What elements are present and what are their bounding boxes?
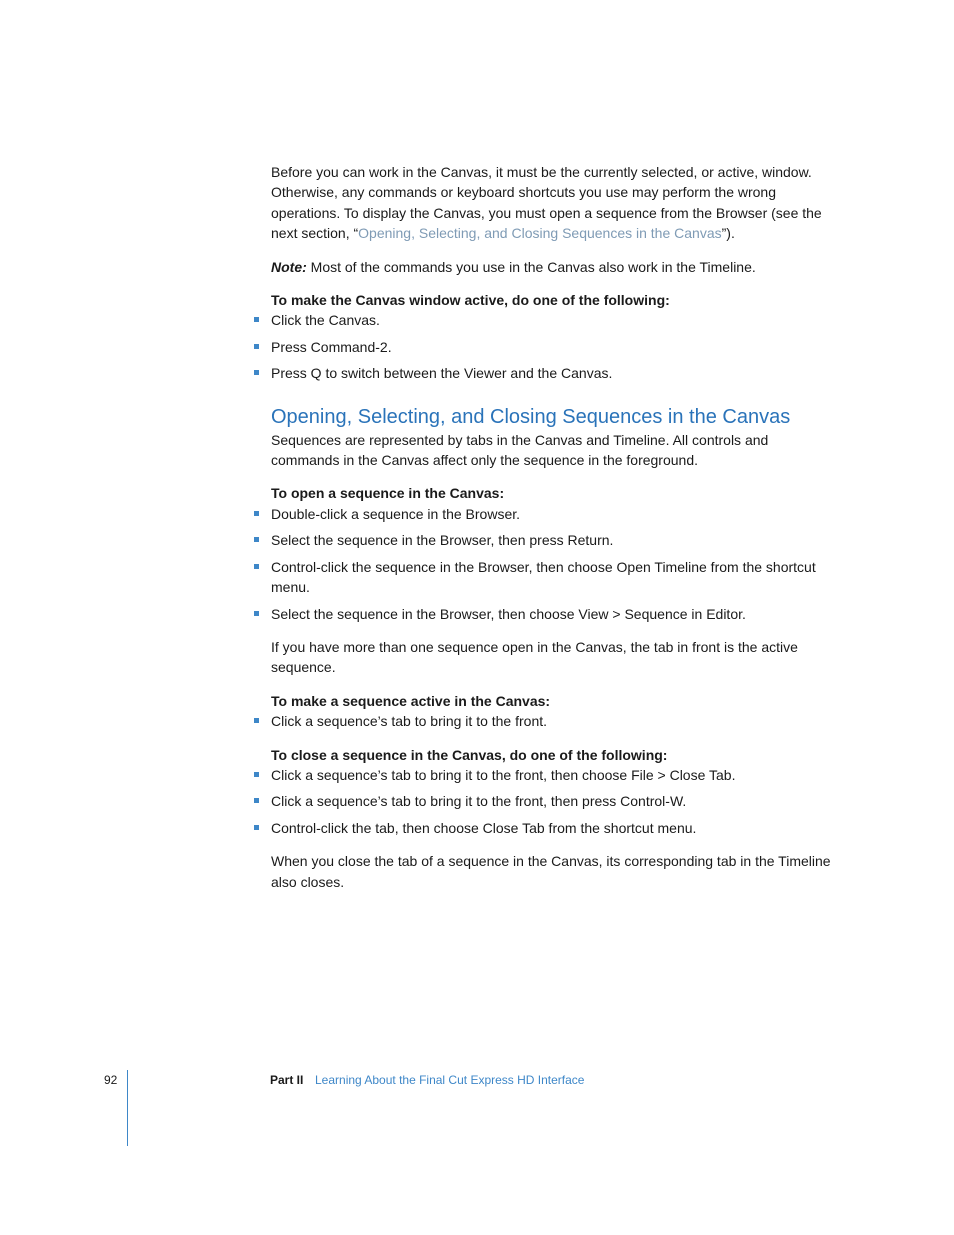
list-item — [271, 337, 831, 357]
bullet-square-icon — [254, 511, 259, 516]
list-item — [271, 604, 831, 624]
list-item-text: Press Q to switch between the Viewer and the Canvas. — [271, 365, 613, 382]
list-item-text: Control-click the sequence in the Browser, then choose Open Timeline from the shortcut menu. — [271, 558, 816, 596]
note-label: Note: — [271, 258, 307, 275]
list-item — [271, 765, 831, 785]
bullet-square-icon — [254, 798, 259, 803]
list-item-text: Select the sequence in the Browser, then press Return. — [271, 532, 614, 549]
bullet-square-icon — [254, 825, 259, 830]
bullet-square-icon — [254, 772, 259, 777]
bullet-square-icon — [254, 317, 259, 322]
note-paragraph — [271, 257, 831, 277]
list-item-text: Press Command-2. — [271, 338, 392, 355]
list-item — [271, 504, 831, 524]
intro-text: Before you can work in the Canvas, it must be the currently selected, or active, window. Otherwise, any commands or keyboard shortcuts you use may perform the wrong operations. To display the Canvas, you must open a sequence from the Browser (see the next section, “ — [271, 164, 822, 242]
task-heading-activate-canvas: To make the Canvas window active, do one of the following: — [271, 292, 670, 309]
intro-paragraph — [271, 162, 831, 244]
intro-text-end: ”). — [721, 225, 735, 242]
task-heading-open-sequence: To open a sequence in the Canvas: — [271, 485, 505, 502]
list-item-text: Click a sequence’s tab to bring it to the front, then press Control-W. — [271, 793, 687, 810]
bullet-square-icon — [254, 611, 259, 616]
activate-canvas-list — [271, 310, 831, 383]
list-item-text: Double-click a sequence in the Browser. — [271, 505, 521, 522]
close-sequence-list — [271, 765, 831, 838]
list-item — [271, 557, 831, 598]
task-heading-make-active: To make a sequence active in the Canvas: — [271, 692, 551, 709]
list-item — [271, 791, 831, 811]
task-heading-close-sequence: To close a sequence in the Canvas, do one of the following: — [271, 746, 668, 763]
section-heading: Opening, Selecting, and Closing Sequences in the Canvas — [271, 405, 791, 428]
list-item — [271, 363, 831, 383]
list-item-text: Click a sequence’s tab to bring it to the front, then choose File > Close Tab. — [271, 766, 736, 783]
part-title-link[interactable]: Learning About the Final Cut Express HD Interface — [315, 1073, 585, 1087]
open-sequence-list — [271, 504, 831, 624]
list-item — [271, 310, 831, 330]
section-cross-reference-link[interactable]: Opening, Selecting, and Closing Sequences in the Canvas — [358, 225, 722, 242]
bullet-square-icon — [254, 718, 259, 723]
list-item-text: Select the sequence in the Browser, then choose View > Sequence in Editor. — [271, 605, 746, 622]
list-item-text: Control-click the tab, then choose Close Tab from the shortcut menu. — [271, 819, 697, 836]
list-item-text: Click the Canvas. — [271, 312, 380, 329]
bullet-square-icon — [254, 564, 259, 569]
bullet-square-icon — [254, 537, 259, 542]
note-text: Most of the commands you use in the Canvas also work in the Timeline. — [306, 258, 756, 275]
part-label: Part II — [270, 1073, 304, 1087]
page-footer — [0, 1073, 954, 1093]
bullet-square-icon — [254, 370, 259, 375]
page-content — [271, 162, 831, 905]
bullet-square-icon — [254, 344, 259, 349]
close-tab-paragraph: When you close the tab of a sequence in the Canvas, its corresponding tab in the Timeline also closes. — [271, 853, 831, 890]
active-sequence-paragraph: If you have more than one sequence open in the Canvas, the tab in front is the active sequence. — [271, 638, 798, 676]
list-item — [271, 818, 831, 838]
page-number: 92 — [104, 1073, 118, 1087]
make-active-list — [271, 711, 831, 731]
section-intro-paragraph: Sequences are represented by tabs in the Canvas and Timeline. All controls and commands in the Canvas affect only the sequence in the foreground. — [271, 431, 769, 469]
list-item — [271, 711, 831, 731]
list-item-text: Click a sequence’s tab to bring it to the front. — [271, 713, 548, 730]
list-item — [271, 530, 831, 550]
